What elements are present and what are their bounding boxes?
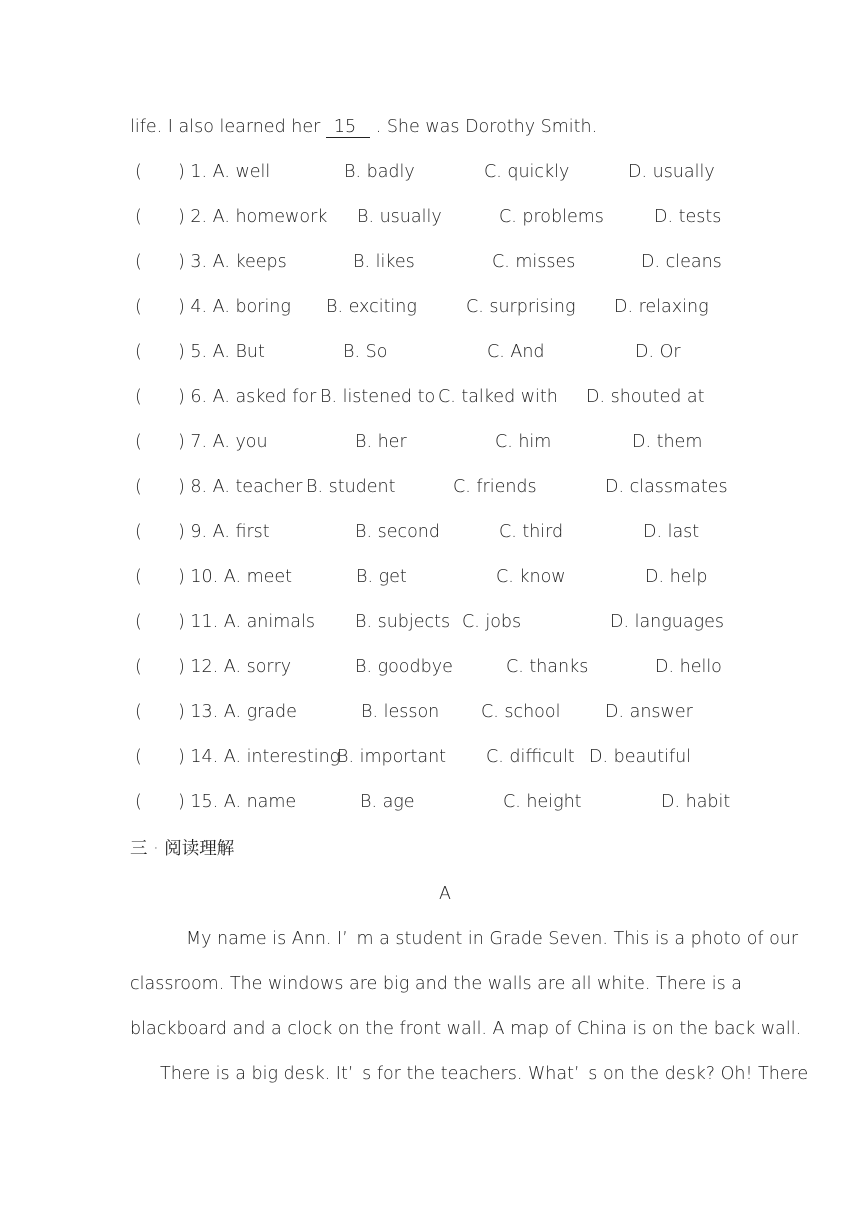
answer-paren: ( [135, 207, 142, 227]
answer-paren: ( [135, 162, 142, 182]
question-option-c: C. height [503, 792, 582, 812]
intro-text-after: . She was Dorothy Smith. [370, 117, 598, 137]
question-option-c: C. surprising [466, 297, 576, 317]
question-option-d: D. Or [635, 342, 681, 362]
question-option-c: C. quickly [484, 162, 570, 182]
answer-paren: ( [135, 477, 142, 497]
question-option-a: ) 6. A. asked for [178, 387, 317, 407]
question-option-b: B. goodbye [355, 657, 453, 677]
question-option-d: D. hello [655, 657, 722, 677]
question-option-b: B. likes [353, 252, 415, 272]
question-option-b: B. age [360, 792, 415, 812]
question-option-a: ) 2. A. homework [178, 207, 328, 227]
question-option-d: D. beautiful [589, 747, 692, 767]
question-option-c: C. misses [492, 252, 576, 272]
question-option-c: C. friends [453, 477, 537, 497]
answer-paren: ( [135, 342, 142, 362]
question-option-c: C. third [499, 522, 564, 542]
question-option-c: C. him [495, 432, 552, 452]
question-option-b: B. exciting [326, 297, 417, 317]
answer-paren: ( [135, 522, 142, 542]
answer-paren: ( [135, 747, 142, 767]
passage-line: blackboard and a clock on the front wall. A map of China is on the back wall. [130, 1019, 802, 1039]
question-option-a: ) 8. A. teacher [178, 477, 303, 497]
question-option-a: ) 11. A. animals [178, 612, 316, 632]
question-option-d: D. classmates [605, 477, 728, 497]
question-option-d: D. help [645, 567, 708, 587]
question-option-a: ) 4. A. boring [178, 297, 291, 317]
intro-text-before: life. I also learned her [130, 117, 326, 137]
question-option-b: B. badly [344, 162, 415, 182]
question-option-d: D. them [632, 432, 703, 452]
answer-paren: ( [135, 387, 142, 407]
section-heading: 三 · 阅读理解 [130, 839, 235, 859]
passage-label: A [439, 884, 451, 904]
question-option-a: ) 13. A. grade [178, 702, 297, 722]
question-option-d: D. answer [605, 702, 693, 722]
question-option-b: B. second [355, 522, 440, 542]
question-option-d: D. relaxing [614, 297, 709, 317]
answer-paren: ( [135, 567, 142, 587]
question-option-d: D. languages [610, 612, 724, 632]
question-option-b: B. important [337, 747, 447, 767]
question-option-b: B. subjects [355, 612, 451, 632]
answer-paren: ( [135, 792, 142, 812]
question-option-a: ) 14. A. interesting [178, 747, 341, 767]
question-option-d: D. tests [654, 207, 722, 227]
question-option-d: D. shouted at [586, 387, 705, 407]
question-option-d: D. cleans [641, 252, 722, 272]
passage-line: classroom. The windows are big and the walls are all white. There is a [130, 974, 742, 994]
question-option-a: ) 15. A. name [178, 792, 297, 812]
question-option-c: C. thanks [506, 657, 589, 677]
answer-paren: ( [135, 657, 142, 677]
question-option-b: B. her [355, 432, 407, 452]
question-option-a: ) 9. A. first [178, 522, 270, 542]
answer-blank-15: 15 [326, 117, 370, 138]
question-option-c: C. And [487, 342, 545, 362]
passage-line: There is a big desk. It’ s for the teachers. What’ s on the desk? Oh! There [160, 1064, 809, 1084]
question-option-c: C. jobs [462, 612, 522, 632]
question-option-b: B. listened to [320, 387, 436, 407]
question-option-b: B. get [356, 567, 407, 587]
question-option-b: B. usually [357, 207, 442, 227]
question-option-a: ) 10. A. meet [178, 567, 293, 587]
question-option-d: D. habit [661, 792, 731, 812]
question-option-a: ) 5. A. But [178, 342, 265, 362]
question-option-d: D. last [643, 522, 700, 542]
question-option-b: B. student [306, 477, 396, 497]
question-option-a: ) 3. A. keeps [178, 252, 287, 272]
question-option-a: ) 7. A. you [178, 432, 268, 452]
answer-paren: ( [135, 702, 142, 722]
question-option-c: C. problems [499, 207, 604, 227]
question-option-b: B. So [343, 342, 388, 362]
question-option-c: C. difficult [486, 747, 575, 767]
question-option-d: D. usually [628, 162, 715, 182]
passage-line: My name is Ann. I’ m a student in Grade Seven. This is a photo of our [186, 929, 799, 949]
answer-paren: ( [135, 297, 142, 317]
question-option-c: C. school [481, 702, 561, 722]
question-option-a: ) 1. A. well [178, 162, 271, 182]
question-option-a: ) 12. A. sorry [178, 657, 292, 677]
question-option-c: C. know [496, 567, 566, 587]
intro-line [130, 115, 597, 139]
question-option-c: C. talked with [438, 387, 558, 407]
answer-paren: ( [135, 432, 142, 452]
question-option-b: B. lesson [361, 702, 440, 722]
answer-paren: ( [135, 252, 142, 272]
answer-paren: ( [135, 612, 142, 632]
